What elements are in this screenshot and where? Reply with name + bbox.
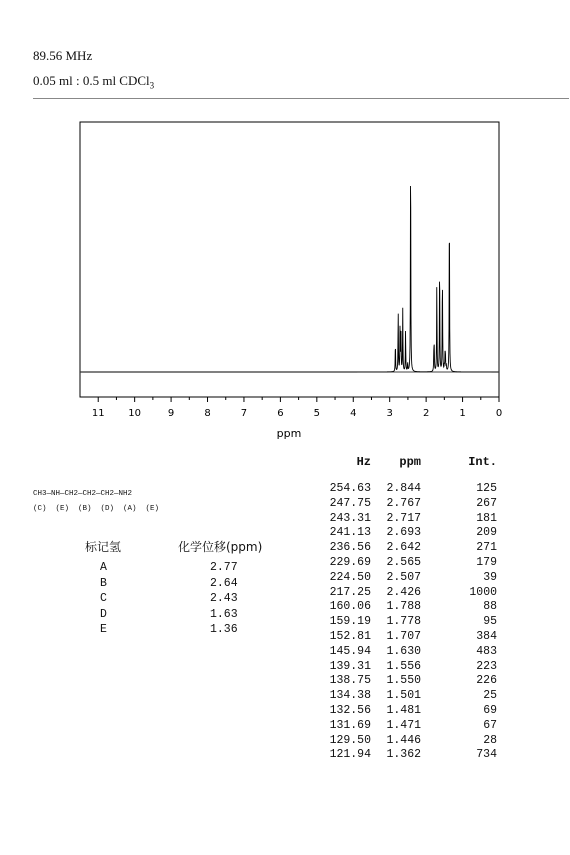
assignment-label: B bbox=[100, 576, 107, 590]
x-tick-label: 11 bbox=[91, 408, 105, 419]
assignment-shift: 2.43 bbox=[210, 592, 238, 605]
ppm-cell: 1.778 bbox=[386, 615, 421, 629]
int-cell: 179 bbox=[476, 556, 497, 569]
solvent-text: 0.05 ml : 0.5 ml CDCl bbox=[33, 73, 150, 88]
ppm-cell: 1.471 bbox=[386, 718, 421, 732]
ppm-cell: 2.507 bbox=[386, 570, 421, 584]
int-cell: 69 bbox=[483, 704, 497, 717]
int-cell: 88 bbox=[483, 600, 497, 614]
structure-labels: (C) (E) (B) (D) (A) (E) bbox=[33, 505, 160, 513]
x-tick-label: 6 bbox=[277, 408, 284, 419]
int-cell: 223 bbox=[476, 659, 497, 673]
hz-cell: 138.75 bbox=[329, 674, 371, 688]
hz-cell: 243.31 bbox=[329, 511, 371, 525]
peak-table bbox=[315, 455, 505, 775]
hz-cell: 152.81 bbox=[329, 630, 371, 643]
x-tick-label: 7 bbox=[240, 408, 248, 419]
int-cell: 28 bbox=[483, 733, 497, 747]
int-cell: 39 bbox=[483, 570, 497, 584]
ppm-header: ppm bbox=[399, 455, 421, 469]
int-cell: 384 bbox=[476, 630, 497, 643]
ppm-cell: 2.767 bbox=[386, 496, 421, 510]
hz-cell: 159.19 bbox=[329, 615, 371, 629]
int-cell: 181 bbox=[476, 511, 497, 525]
hz-cell: 132.56 bbox=[329, 704, 371, 717]
x-tick-label: 10 bbox=[128, 408, 142, 419]
int-cell: 95 bbox=[483, 615, 497, 629]
solvent-subscript: 3 bbox=[149, 80, 155, 91]
hz-cell: 241.13 bbox=[329, 526, 371, 540]
ppm-cell: 1.501 bbox=[386, 689, 421, 703]
ppm-cell: 2.642 bbox=[386, 541, 421, 555]
ppm-cell: 1.550 bbox=[386, 674, 421, 688]
ppm-cell: 2.717 bbox=[386, 511, 421, 525]
ppm-cell: 1.788 bbox=[386, 600, 421, 614]
hz-cell: 247.75 bbox=[329, 496, 371, 510]
frequency-label: 89.56 MHz bbox=[33, 48, 93, 63]
ppm-cell: 2.693 bbox=[386, 526, 421, 540]
hz-cell: 217.25 bbox=[329, 585, 371, 599]
int-cell: 209 bbox=[476, 526, 497, 540]
assignment-header-shift: 化学位移(ppm) bbox=[178, 540, 263, 554]
int-cell: 271 bbox=[476, 541, 497, 555]
x-tick-label: 2 bbox=[422, 408, 430, 419]
hz-cell: 134.38 bbox=[329, 689, 371, 703]
hz-cell: 224.50 bbox=[329, 570, 371, 584]
int-cell: 1000 bbox=[469, 585, 497, 599]
hz-cell: 160.06 bbox=[329, 600, 371, 614]
ppm-cell: 1.481 bbox=[386, 704, 421, 717]
ppm-cell: 2.426 bbox=[386, 585, 421, 599]
int-cell: 67 bbox=[483, 718, 497, 732]
hz-header: Hz bbox=[356, 455, 371, 469]
assignment-shift: 2.77 bbox=[210, 561, 238, 574]
assignment-label: A bbox=[100, 561, 107, 574]
x-tick-label: 4 bbox=[350, 408, 357, 419]
hz-cell: 254.63 bbox=[329, 482, 371, 495]
int-cell: 483 bbox=[476, 644, 497, 658]
assignment-header-label: 标记氢 bbox=[85, 540, 122, 554]
hz-cell: 139.31 bbox=[329, 659, 371, 673]
hz-cell: 121.94 bbox=[329, 748, 371, 762]
assignment-shift: 2.64 bbox=[210, 576, 238, 590]
hz-cell: 229.69 bbox=[329, 556, 371, 569]
x-axis-label: ppm bbox=[276, 427, 302, 440]
int-cell: 25 bbox=[483, 689, 497, 703]
hz-cell: 145.94 bbox=[329, 644, 371, 658]
assignment-label: E bbox=[100, 623, 107, 636]
x-tick-label: 5 bbox=[313, 408, 321, 419]
int-cell: 226 bbox=[476, 674, 497, 688]
x-tick-label: 8 bbox=[204, 408, 211, 419]
ppm-cell: 2.565 bbox=[386, 556, 421, 569]
int-cell: 734 bbox=[476, 748, 497, 762]
ppm-cell: 1.630 bbox=[386, 644, 421, 658]
structure-formula: CH3—NH—CH2—CH2—CH2—NH2 bbox=[33, 490, 133, 498]
assignment-label: D bbox=[100, 607, 107, 621]
x-axis-ticks bbox=[92, 397, 502, 419]
x-tick-label: 1 bbox=[459, 408, 466, 419]
ppm-cell: 1.707 bbox=[386, 630, 421, 643]
hz-cell: 131.69 bbox=[329, 718, 371, 732]
x-tick-label: 3 bbox=[386, 408, 393, 419]
assignment-shift: 1.63 bbox=[210, 607, 238, 621]
assignment-label: C bbox=[100, 592, 107, 605]
hz-cell: 129.50 bbox=[329, 733, 371, 747]
ppm-cell: 1.362 bbox=[386, 748, 421, 762]
ppm-cell: 1.556 bbox=[386, 659, 421, 673]
ppm-cell: 2.844 bbox=[386, 482, 421, 495]
assignment-shift: 1.36 bbox=[210, 623, 238, 636]
ppm-cell: 1.446 bbox=[386, 733, 421, 747]
spectrum-line bbox=[81, 186, 498, 372]
int-cell: 267 bbox=[476, 496, 497, 510]
int-header: Int. bbox=[468, 455, 497, 469]
int-cell: 125 bbox=[476, 482, 497, 495]
hz-cell: 236.56 bbox=[329, 541, 371, 555]
x-tick-label: 0 bbox=[495, 408, 503, 419]
x-tick-label: 9 bbox=[167, 408, 175, 419]
